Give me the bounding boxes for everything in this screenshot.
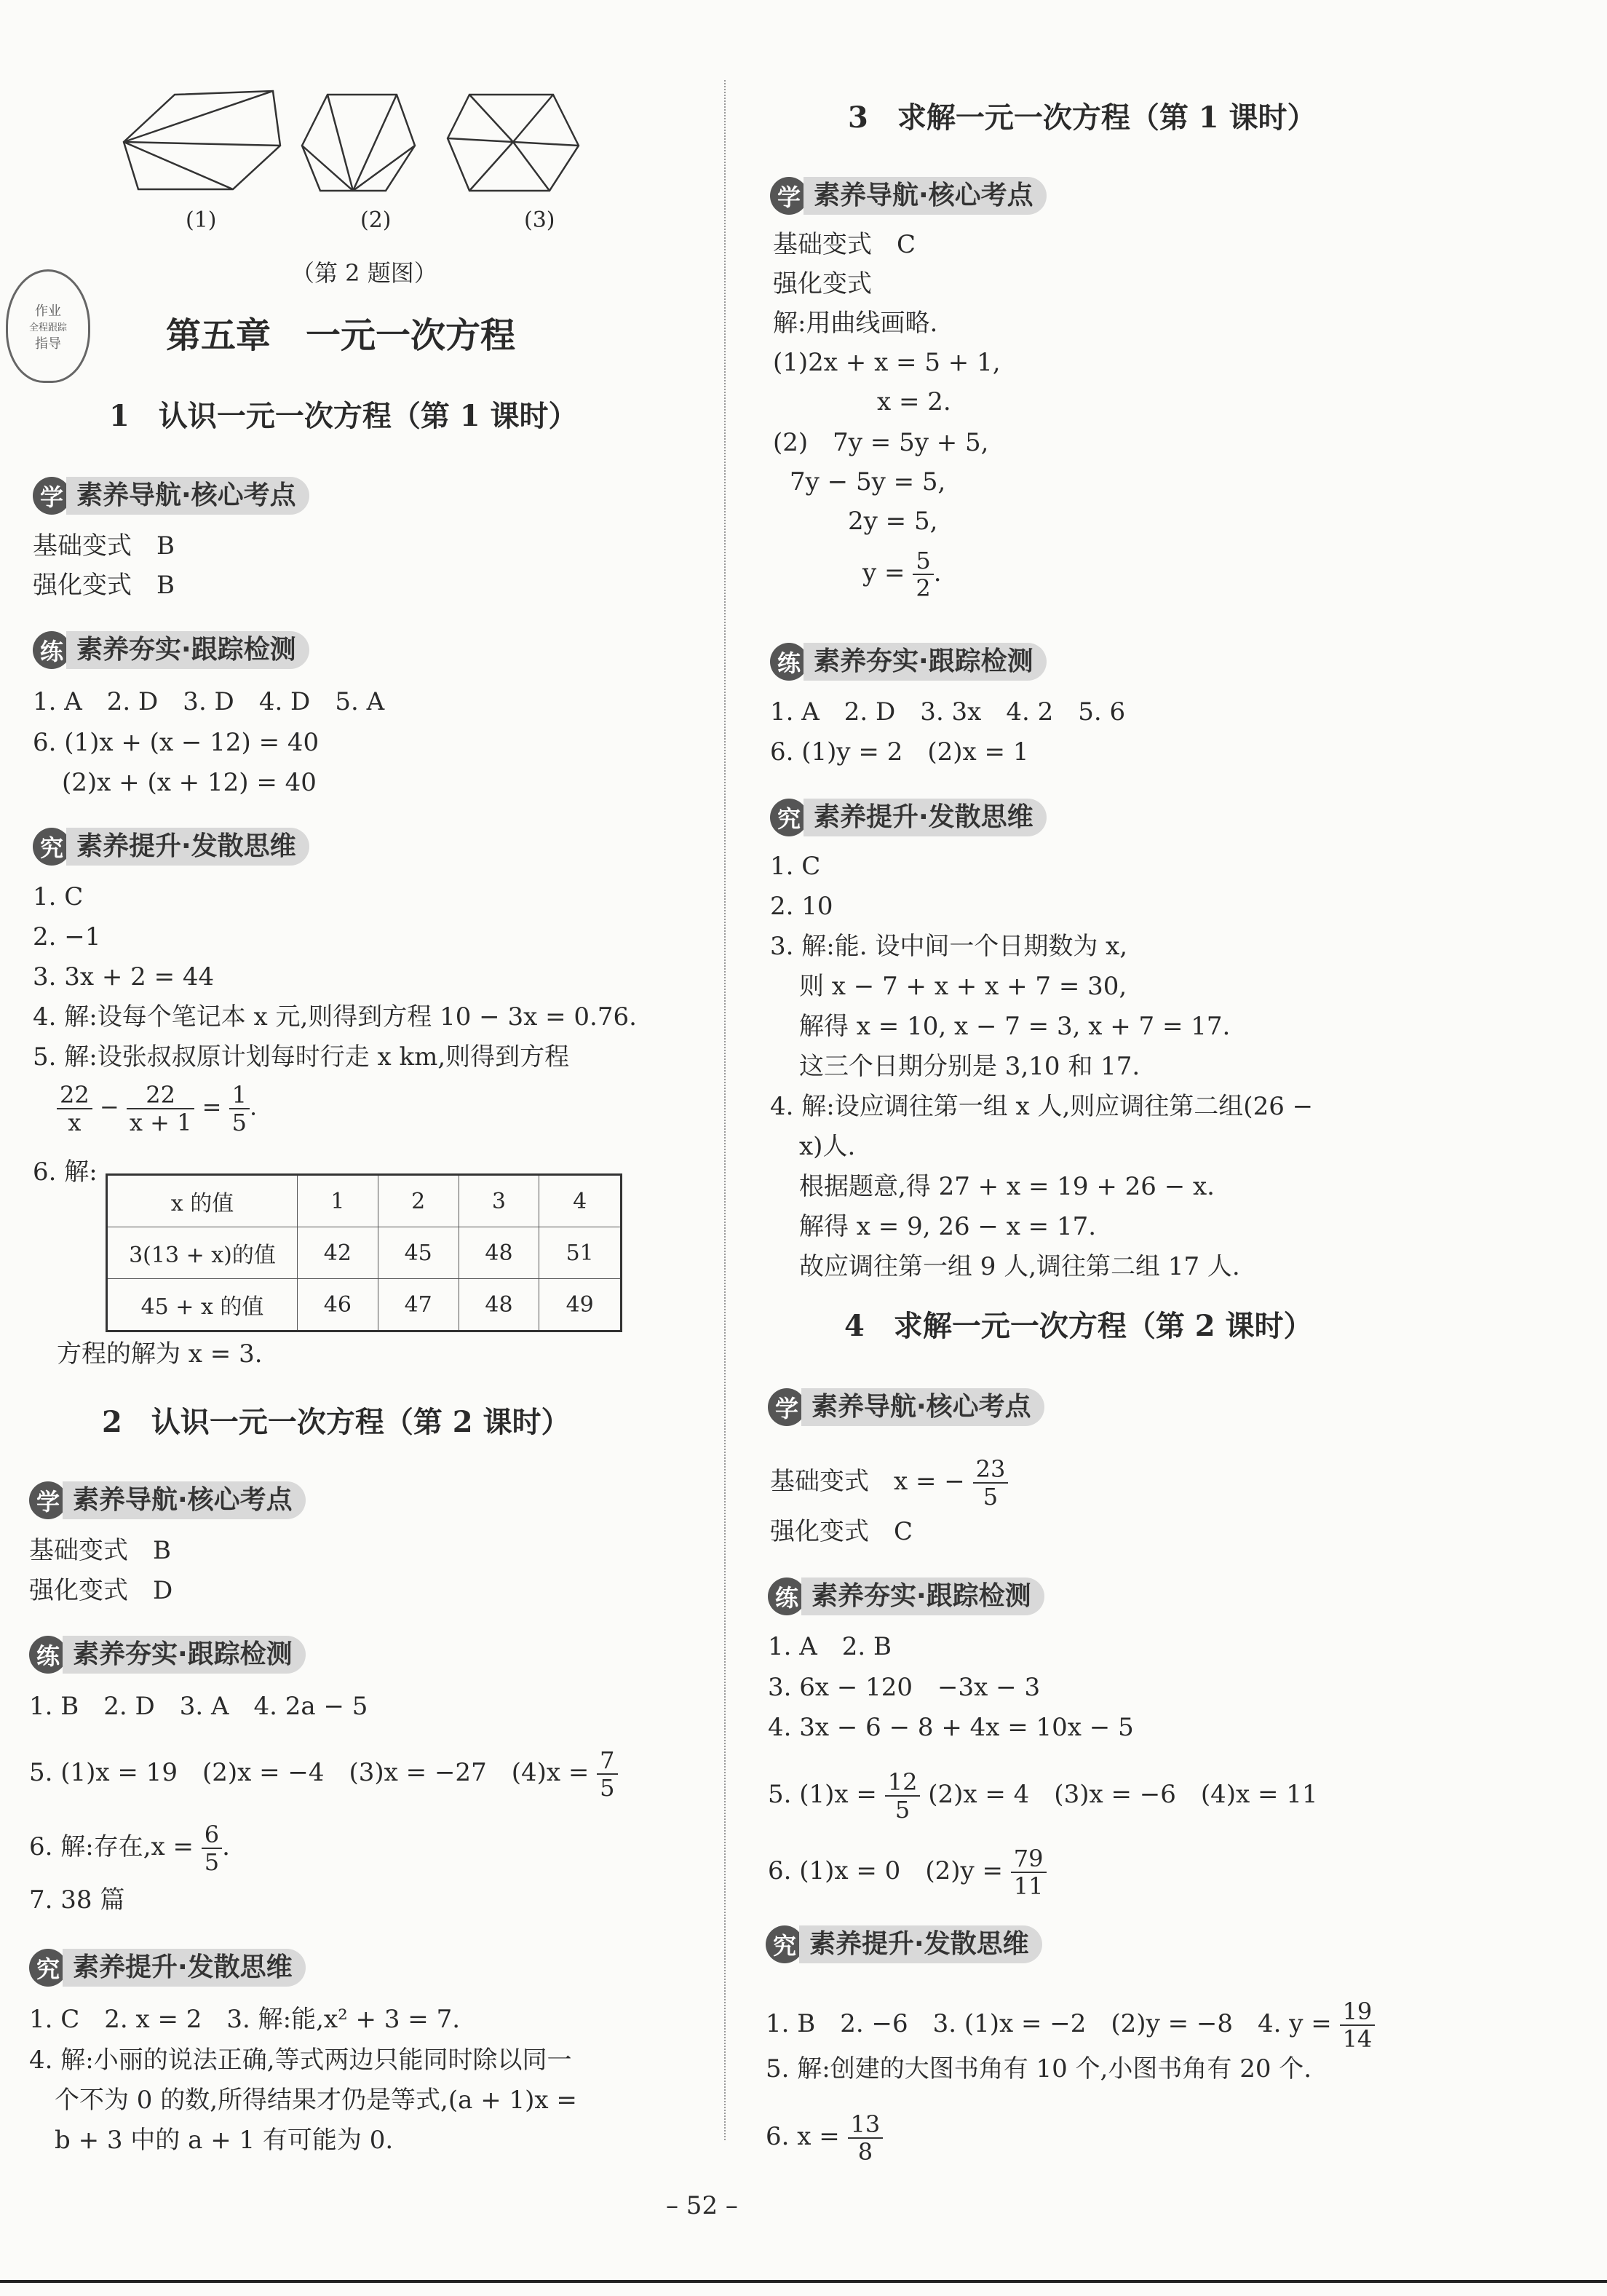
text-line: 个不为 0 的数,所得结果才仍是等式,(a + 1)x = — [55, 2086, 577, 2115]
table-cell: 1 — [298, 1175, 378, 1227]
text-line: (1)2x + x = 5 + 1, — [773, 348, 1001, 377]
text-line: 强化变式 B — [33, 571, 175, 600]
badge-label: 素养夯实·跟踪检测 — [66, 631, 309, 669]
badge-icon: 练 — [33, 631, 71, 669]
badge-learn — [29, 1478, 306, 1523]
table-cell: 3 — [459, 1175, 539, 1227]
text-line: 2. 10 — [770, 892, 833, 921]
badge-icon: 究 — [766, 1925, 804, 1963]
text-line: 1. A 2. B — [768, 1632, 892, 1661]
text-line: 3. 解:能. 设中间一个日期数为 x, — [770, 932, 1128, 961]
text-line: 基础变式 C — [773, 230, 916, 259]
table-cell: 45 + x 的值 — [107, 1279, 298, 1331]
fraction: $\frac{7}{5}$ — [597, 1747, 617, 1801]
badge-label: 素养提升·发散思维 — [63, 1949, 306, 1987]
text-line: 7. 38 篇 — [29, 1885, 125, 1915]
text-line: 5. 解:创建的大图书角有 10 个,小图书角有 20 个. — [766, 2054, 1312, 2083]
fraction: $\frac{22}{x}$ — [57, 1082, 92, 1136]
values-table — [106, 1173, 622, 1332]
text-line: 1. C 2. x = 2 3. 解:能,x² + 3 = 7. — [29, 2005, 461, 2034]
badge-practice — [29, 1632, 306, 1677]
stamp-line: 全程跟踪 — [28, 322, 67, 333]
figure-label-3: (3) — [524, 207, 555, 233]
table-cell: 46 — [298, 1279, 378, 1331]
text-line: 故应调往第一组 9 人,调往第二组 17 人. — [799, 1252, 1240, 1281]
text-line: 4. 解:小丽的说法正确,等式两边只能同时除以同一 — [29, 2046, 572, 2075]
badge-explore — [29, 1945, 306, 1990]
text-line: 强化变式 — [773, 269, 872, 298]
text-line: 解得 x = 10, x − 7 = 3, x + 7 = 17. — [799, 1012, 1231, 1041]
badge-icon: 究 — [770, 799, 808, 836]
section-title: 4 求解一元一次方程（第 2 课时） — [844, 1309, 1313, 1343]
text-line: 根据题意,得 27 + x = 19 + 26 − x. — [799, 1172, 1215, 1201]
table-cell: 2 — [378, 1175, 459, 1227]
table-cell: 4 — [539, 1175, 622, 1227]
badge-icon: 学 — [770, 177, 808, 215]
badge-icon: 究 — [29, 1949, 67, 1987]
chapter-title: 第五章 一元一次方程 — [166, 315, 516, 356]
badge-learn — [770, 173, 1047, 218]
table-cell: 3(13 + x)的值 — [107, 1227, 298, 1279]
text-line: 方程的解为 x = 3. — [57, 1339, 263, 1369]
text-line: 解得 x = 9, 26 − x = 17. — [799, 1212, 1097, 1241]
text-line: 1. C — [33, 882, 84, 911]
text-line: 解:用曲线画略. — [773, 309, 938, 338]
badge-label: 素养夯实·跟踪检测 — [63, 1636, 306, 1674]
text-line: b + 3 中的 a + 1 有可能为 0. — [55, 2126, 394, 2155]
badge-label: 素养提升·发散思维 — [66, 828, 309, 866]
text-line: 1. A 2. D 3. D 4. D 5. A — [33, 687, 385, 716]
text-line: 1. B 2. D 3. A 4. 2a − 5 — [29, 1692, 368, 1721]
table-row — [107, 1175, 622, 1227]
text-line: 7y − 5y = 5, — [790, 467, 946, 496]
fraction: $\frac{1}{5}$ — [229, 1082, 250, 1136]
equation: $\frac{22}{x}$ − $\frac{22}{x + 1}$ = $\frac{1}{5}$ . — [57, 1082, 257, 1136]
fraction: $\frac{19}{14}$ — [1340, 1998, 1376, 2052]
polygon-figure — [109, 80, 633, 204]
fraction: $\frac{6}{5}$ — [202, 1821, 222, 1875]
figure-label-1: (1) — [186, 207, 217, 233]
text-line: 则 x − 7 + x + x + 7 = 30, — [799, 972, 1127, 1001]
figure-label-2: (2) — [360, 207, 392, 233]
text-line: 1. B 2. −6 3. (1)x = −2 (2)y = −8 4. y = $\frac{19}{14}$ — [766, 1998, 1375, 2052]
badge-icon: 学 — [29, 1481, 67, 1519]
text-line: 基础变式 x = − $\frac{23}{5}$ — [770, 1456, 1008, 1510]
text-line: 6. x = $\frac{13}{8}$ — [766, 2111, 883, 2165]
text-line: 3. 3x + 2 = 44 — [33, 962, 215, 991]
badge-explore — [770, 795, 1047, 840]
text-line: 6. 解: — [33, 1157, 98, 1187]
text-line: 6. (1)x + (x − 12) = 40 — [33, 728, 320, 757]
text-line: 5. (1)x = 19 (2)x = −4 (3)x = −27 (4)x = $\frac{7}{5}$ — [29, 1747, 618, 1801]
badge-label: 素养导航·核心考点 — [63, 1481, 306, 1519]
section-title: 2 认识一元一次方程（第 2 课时） — [102, 1405, 571, 1439]
badge-learn — [33, 473, 309, 518]
badge-label: 素养导航·核心考点 — [804, 177, 1047, 215]
text-line: x)人. — [799, 1132, 856, 1161]
badge-label: 素养夯实·跟踪检测 — [804, 643, 1047, 681]
table-cell: 48 — [459, 1279, 539, 1331]
badge-practice — [768, 1574, 1044, 1619]
stamp — [6, 269, 90, 383]
text-line: 这三个日期分别是 3,10 和 17. — [799, 1052, 1140, 1081]
table-cell: 42 — [298, 1227, 378, 1279]
badge-icon: 练 — [768, 1577, 806, 1615]
text-line: 4. 解:设应调往第一组 x 人,则应调往第二组(26 − — [770, 1092, 1314, 1121]
text-line: 4. 3x − 6 − 8 + 4x = 10x − 5 — [768, 1713, 1134, 1742]
fraction: $\frac{79}{11}$ — [1011, 1845, 1047, 1899]
stamp-line: 作业 — [35, 303, 61, 319]
badge-label: 素养夯实·跟踪检测 — [801, 1577, 1044, 1615]
text-line: 1. A 2. D 3. 3x 4. 2 5. 6 — [770, 697, 1126, 727]
table-cell: 49 — [539, 1279, 622, 1331]
badge-practice — [770, 639, 1047, 684]
table-row — [107, 1227, 622, 1279]
badge-icon: 学 — [33, 477, 71, 515]
table-cell: 45 — [378, 1227, 459, 1279]
fraction: $\frac{22}{x + 1}$ — [127, 1082, 195, 1136]
badge-explore — [33, 824, 309, 869]
badge-practice — [33, 628, 309, 673]
table-cell: x 的值 — [107, 1175, 298, 1227]
text-line: 1. C — [770, 852, 821, 881]
text-line: 基础变式 B — [33, 531, 175, 561]
text-line: (2) 7y = 5y + 5, — [773, 428, 989, 457]
text-line: 强化变式 D — [29, 1576, 173, 1605]
text-line: 5. (1)x = $\frac{12}{5}$ (2)x = 4 (3)x = −6 (4)x = 11 — [768, 1768, 1318, 1824]
text-line: 6. (1)y = 2 (2)x = 1 — [770, 737, 1029, 767]
badge-icon: 学 — [768, 1388, 806, 1426]
table-row — [107, 1279, 622, 1331]
section-title: 3 求解一元一次方程（第 1 课时） — [848, 100, 1317, 135]
text-line: 强化变式 C — [770, 1517, 913, 1546]
figure-caption: （第 2 题图） — [291, 259, 437, 287]
badge-label: 素养导航·核心考点 — [801, 1388, 1044, 1426]
table-cell: 48 — [459, 1227, 539, 1279]
fraction: $\frac{13}{8}$ — [848, 2111, 884, 2165]
text-line: 2. −1 — [33, 922, 101, 951]
stamp-line: 指导 — [35, 336, 61, 352]
text-line: 4. 解:设每个笔记本 x 元,则得到方程 10 − 3x = 0.76. — [33, 1002, 637, 1032]
bottom-rule — [0, 2280, 1607, 2283]
fraction: $\frac{12}{5}$ — [885, 1769, 921, 1823]
text-line: 6. (1)x = 0 (2)y = $\frac{79}{11}$ — [768, 1845, 1047, 1899]
text-line: 6. 解:存在,x = $\frac{6}{5}$ . — [29, 1821, 230, 1876]
badge-label: 素养提升·发散思维 — [799, 1925, 1042, 1963]
badge-icon: 练 — [29, 1636, 67, 1674]
badge-icon: 练 — [770, 643, 808, 681]
badge-label: 素养提升·发散思维 — [804, 799, 1047, 836]
badge-explore — [766, 1922, 1042, 1967]
fraction: $\frac{5}{2}$ — [913, 547, 933, 601]
text-line: 3. 6x − 120 −3x − 3 — [768, 1673, 1041, 1702]
text-line: 5. 解:设张叔叔原计划每时行走 x km,则得到方程 — [33, 1042, 570, 1072]
text-line: 2y = 5, — [848, 507, 938, 536]
column-divider — [724, 80, 726, 2140]
text-line: x = 2. — [877, 387, 951, 416]
text-line: 基础变式 B — [29, 1536, 171, 1565]
fraction: $\frac{23}{5}$ — [973, 1456, 1009, 1510]
badge-label: 素养导航·核心考点 — [66, 477, 309, 515]
badge-learn — [768, 1385, 1044, 1430]
table-cell: 51 — [539, 1227, 622, 1279]
text-line: (2)x + (x + 12) = 40 — [62, 768, 317, 797]
badge-icon: 究 — [33, 828, 71, 866]
section-title: 1 认识一元一次方程（第 1 课时） — [109, 399, 578, 433]
table-cell: 47 — [378, 1279, 459, 1331]
page-number: – 52 – — [666, 2191, 738, 2220]
text-line: y = $\frac{5}{2}$ . — [862, 547, 942, 602]
